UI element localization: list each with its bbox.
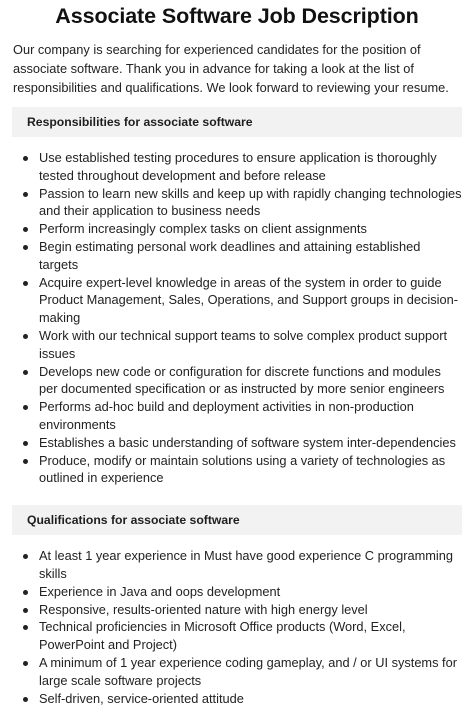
bullet-icon [23, 370, 28, 375]
list-item: Passion to learn new skills and keep up with rapidly changing technologies and their application to business needs [20, 185, 462, 221]
list-item: Responsive, results-oriented nature with high energy level [20, 601, 462, 619]
qualifications-heading: Qualifications for associate software [12, 505, 462, 535]
bullet-icon [23, 459, 28, 464]
bullet-icon [23, 227, 28, 232]
list-item: Establishes a basic understanding of software system inter-dependencies [20, 434, 462, 452]
list-item: Begin estimating personal work deadlines and attaining established targets [20, 238, 462, 274]
list-item: Self-driven, service-oriented attitude [20, 690, 462, 707]
bullet-icon [23, 625, 28, 630]
list-item: A minimum of 1 year experience coding gameplay, and / or UI systems for large scale software projects [20, 654, 462, 690]
bullet-icon [23, 405, 28, 410]
bullet-icon [23, 661, 28, 666]
list-item: Use established testing procedures to ensure application is thoroughly tested throughout development and before release [20, 149, 462, 185]
bullet-icon [23, 697, 28, 702]
list-item: Perform increasingly complex tasks on client assignments [20, 220, 462, 238]
responsibilities-list [0, 149, 462, 487]
list-item: At least 1 year experience in Must have good experience C programming skills [20, 547, 462, 583]
list-item: Acquire expert-level knowledge in areas of the system in order to guide Product Management, Sales, Operations, and Support groups in decision-making [20, 274, 462, 327]
bullet-icon [23, 608, 28, 613]
list-item: Technical proficiencies in Microsoft Office products (Word, Excel, PowerPoint and Project) [20, 618, 462, 654]
page-title: Associate Software Job Description [55, 4, 419, 28]
list-item: Develops new code or configuration for discrete functions and modules per documented specification or as instructed by more senior engineers [20, 363, 462, 399]
bullet-icon [23, 334, 28, 339]
list-item: Produce, modify or maintain solutions using a variety of technologies as outlined in experience [20, 452, 462, 488]
list-item: Performs ad-hoc build and deployment activities in non-production environments [20, 398, 462, 434]
responsibilities-heading: Responsibilities for associate software [12, 107, 462, 137]
list-item: Work with our technical support teams to solve complex product support issues [20, 327, 462, 363]
bullet-icon [23, 590, 28, 595]
bullet-icon [23, 192, 28, 197]
bullet-icon [23, 156, 28, 161]
bullet-icon [23, 441, 28, 446]
list-item: Experience in Java and oops development [20, 583, 462, 601]
bullet-icon [23, 281, 28, 286]
bullet-icon [23, 245, 28, 250]
qualifications-list [0, 547, 462, 707]
intro-paragraph: Our company is searching for experienced candidates for the position of associate software. Thank you in advance for taking a look at the list of responsibilities and qualifications. We look forward to reviewing your resume. [13, 42, 449, 95]
bullet-icon [23, 554, 28, 559]
